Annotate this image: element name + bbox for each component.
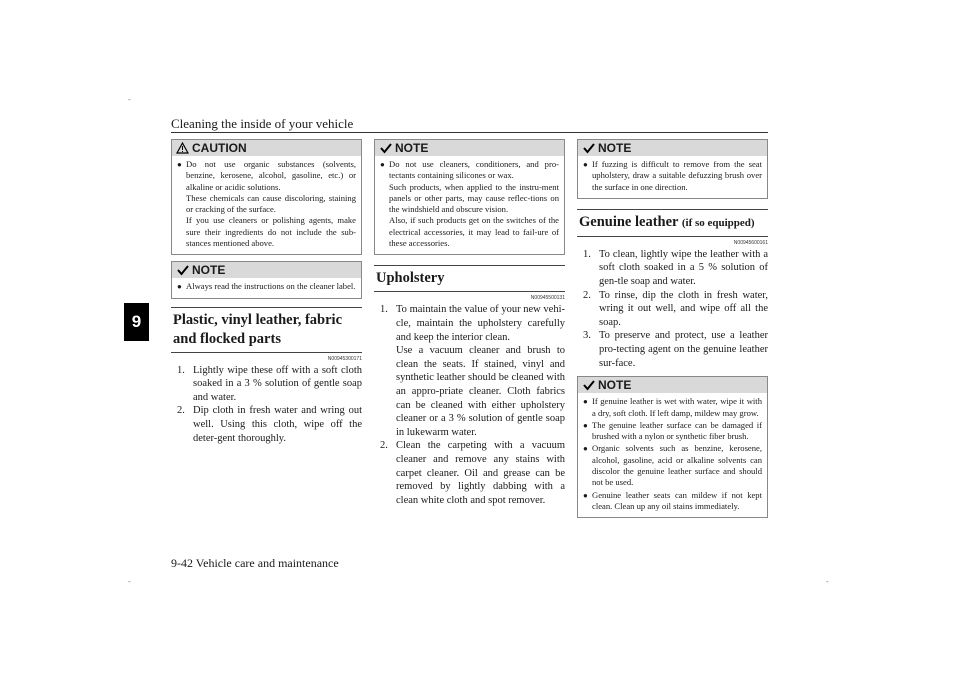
note-box (577, 139, 768, 199)
bullet-icon: ● (380, 160, 385, 169)
step-text: To clean, lightly wipe the leather with a soft cloth soaked in a 5 % solution of gen-tle soap and water. (599, 248, 768, 288)
step-text: Dip cloth in fresh water and wring out well. Using this cloth, wipe off the deter-gent thoroughly. (193, 405, 362, 444)
note-label: NOTE (192, 263, 226, 278)
document-code: N00945600161 (733, 239, 768, 246)
step-number: 1. (583, 248, 591, 260)
note-text: Always read the instructions on the cleaner label. (186, 281, 356, 292)
note-label: NOTE (598, 378, 632, 393)
warning-triangle-icon (176, 142, 189, 155)
note-label: NOTE (395, 141, 429, 155)
note-icon (379, 142, 392, 155)
note-bullet (380, 159, 559, 249)
column-3 (577, 139, 768, 524)
note-bullet (583, 396, 762, 419)
note-text: Genuine leather seats can mildew if not kept clean. Clean up any oil stains immediately. (592, 489, 762, 511)
note-label: NOTE (598, 141, 632, 155)
column-2 (374, 139, 565, 507)
note-bullet (583, 490, 762, 513)
page-footer: 9-42 Vehicle care and maintenance (171, 556, 339, 570)
step-item (374, 439, 565, 507)
caution-text: If you use cleaners or polishing agents, make sure their ingredients do not include the sub-stances mentioned above. (186, 215, 356, 249)
bullet-icon: ● (583, 397, 588, 407)
crop-mark: - (826, 577, 829, 586)
note-box (171, 261, 362, 298)
section-title: Upholstery (374, 265, 565, 292)
note-text: Also, if such products get on the switches of the electrical accessories, it may lead to fail-ure of these accessories. (389, 215, 559, 249)
step-item (171, 404, 362, 445)
step-number: 1. (177, 364, 185, 376)
step-text: Clean the carpeting with a vacuum cleaner and remove any stains with carpet cleaner. Oil and grease can be removed by lightly dabbing with a clean white cloth and spot remover. (396, 440, 565, 506)
note-icon (582, 379, 595, 392)
note-text: Do not use cleaners, conditioners, and pro-tectants containing silicones or wax. (389, 159, 559, 181)
note-text: If genuine leather is wet with water, wipe it with a dry, soft cloth. If left damp, mildew may grow. (592, 396, 762, 418)
step-text: To preserve and protect, use a leather pro-tecting agent on the genuine leather sur-face. (599, 330, 768, 369)
note-bullet (177, 281, 356, 292)
note-header (172, 262, 361, 278)
note-header (578, 140, 767, 156)
header-rule (171, 132, 768, 133)
caution-text: These chemicals can cause discoloring, staining or cracking of the surface. (186, 192, 356, 215)
step-item (374, 303, 565, 439)
note-box (577, 376, 768, 518)
bullet-icon: ● (177, 160, 182, 169)
caution-box (171, 139, 362, 255)
caution-label: CAUTION (192, 141, 247, 155)
bullet-icon: ● (583, 160, 588, 169)
note-header (578, 377, 767, 393)
note-text: If fuzzing is difficult to remove from the seat upholstery, draw a suitable defuzzing brush over the surface in one direction. (592, 159, 762, 192)
caution-bullet (177, 159, 356, 249)
section-title (577, 209, 768, 237)
step-item (171, 364, 362, 405)
crop-mark: - (128, 577, 131, 586)
document-code: N00945300171 (327, 355, 362, 362)
crop-mark: - (128, 95, 131, 104)
document-code: N00945500131 (530, 295, 565, 302)
step-number: 1. (380, 304, 388, 316)
section-title-text: Genuine leather (579, 213, 679, 230)
note-text: Organic solvents such as benzine, kerosene, alcohol, gasoline, acid or alkaline solvents can discolor the genuine leather surface and should not be used. (592, 443, 762, 488)
note-text: Such products, when applied to the instru-ment panels or other parts, may cause reflec-tions on the windshield and obscure vision. (389, 181, 559, 215)
note-bullet (583, 159, 762, 193)
step-text: Use a vacuum cleaner and brush to clean the seats. If stained, vinyl and synthetic leather should be cleaned with an appro-priate cleaner. Cloth fabrics can be cleaned with either upholstery cleaner or a 3 % solution of gentle soap in lukewarm water. (396, 345, 565, 438)
step-item (577, 289, 768, 330)
bullet-icon: ● (177, 282, 182, 292)
bullet-icon: ● (583, 420, 588, 430)
caution-text: Do not use organic substances (solvents, benzine, kerosene, alcohol, gasoline, etc.) or alkaline or acidic solutions. (186, 159, 356, 192)
note-bullet (583, 420, 762, 443)
step-text: To maintain the value of your new vehi-cle, maintain the upholstery carefully and keep the interior clean. (396, 304, 565, 343)
step-number: 2. (380, 440, 388, 452)
note-icon (176, 264, 189, 277)
step-item (577, 248, 768, 289)
note-header (375, 140, 564, 156)
note-icon (582, 142, 595, 155)
step-number: 2. (583, 289, 591, 301)
step-list (171, 364, 362, 446)
bullet-icon: ● (583, 444, 588, 454)
caution-header (172, 140, 361, 156)
step-text: To rinse, dip the cloth in fresh water, wring it out well, and wipe off all the soap. (599, 289, 768, 328)
column-1 (171, 139, 362, 445)
step-item (577, 329, 768, 370)
note-bullet (583, 443, 762, 488)
note-text: The genuine leather surface can be damaged if brushed with a nylon or synthetic fiber brush. (592, 419, 762, 442)
page-header: Cleaning the inside of your vehicle (171, 116, 354, 131)
bullet-icon: ● (583, 490, 588, 500)
step-list (577, 248, 768, 370)
chapter-tab: 9 (124, 303, 149, 341)
section-title-suffix: (if so equipped) (681, 216, 755, 229)
section-title: Plastic, vinyl leather, fabric and flocked parts (171, 307, 362, 353)
step-list (374, 303, 565, 507)
note-box (374, 139, 565, 255)
step-number: 2. (177, 405, 185, 417)
step-text: Lightly wipe these off with a soft cloth soaked in a 3 % solution of gentle soap and water. (193, 364, 362, 403)
step-number: 3. (583, 330, 591, 342)
